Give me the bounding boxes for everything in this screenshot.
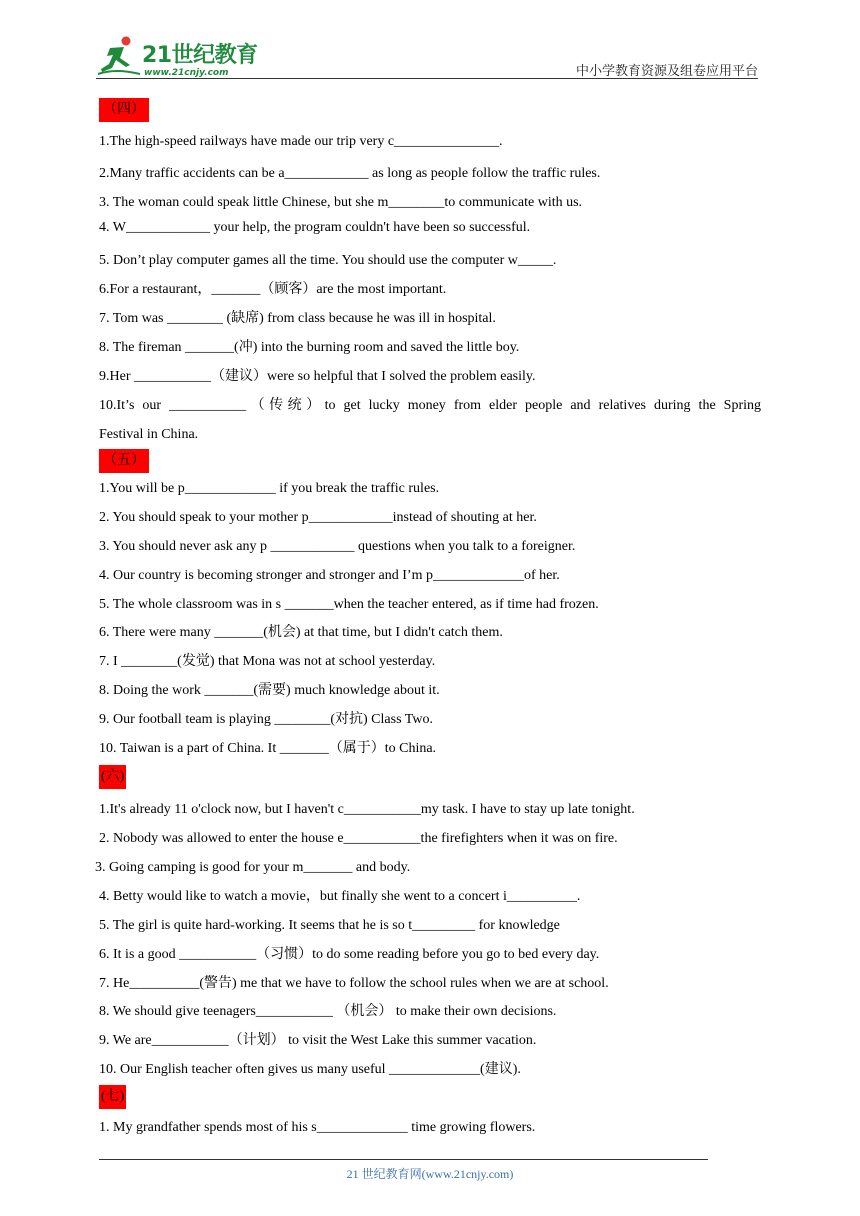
section-label-7: (七) xyxy=(99,1085,126,1109)
question-line: 3. Going camping is good for your m_______ and body. xyxy=(95,860,411,875)
logo-url-text: www.21cnjy.com xyxy=(144,68,229,78)
question-line: 3. You should never ask any p ____________ questions when you talk to a foreigner. xyxy=(99,539,576,554)
page-header xyxy=(96,30,758,80)
question-line: 4. Our country is becoming stronger and stronger and I’m p_____________of her. xyxy=(99,568,560,583)
header-divider xyxy=(96,78,758,79)
header-platform-text: 中小学教育资源及组卷应用平台 xyxy=(575,63,758,78)
logo xyxy=(96,34,296,78)
question-line: 1.The high-speed railways have made our trip very c_______________. xyxy=(99,134,503,149)
question-line: 5. The girl is quite hard-working. It seems that he is so t_________ for knowledge xyxy=(99,918,560,933)
question-line: 4. W____________ your help, the program couldn't have been so successful. xyxy=(99,220,531,235)
question-line: 10. Taiwan is a part of China. It _______（属于）to China. xyxy=(99,741,437,756)
question-line: 4. Betty would like to watch a movie，but finally she went to a concert i__________. xyxy=(99,889,581,904)
question-line: 10.It’s our ___________（传统）to get lucky money from elder people and relatives during the Spring xyxy=(99,398,761,413)
question-line: 5. The whole classroom was in s _______when the teacher entered, as if time had frozen. xyxy=(99,597,599,612)
question-line: 7. Tom was ________ (缺席) from class because he was ill in hospital. xyxy=(99,311,496,326)
runner-logo-icon xyxy=(96,34,142,78)
footer-divider xyxy=(99,1159,708,1160)
question-line: 8. We should give teenagers___________ （机会） to make their own decisions. xyxy=(99,1004,557,1019)
question-line: 1.You will be p_____________ if you break the traffic rules. xyxy=(99,481,440,496)
question-line: 7. I ________(发觉) that Mona was not at school yesterday. xyxy=(99,654,436,669)
question-line: 9. We are___________（计划） to visit the West Lake this summer vacation. xyxy=(99,1033,537,1048)
question-line: 8. Doing the work _______(需要) much knowledge about it. xyxy=(99,683,440,698)
question-line: 2. Nobody was allowed to enter the house e___________the firefighters when it was on fire. xyxy=(99,831,618,846)
question-line: 9. Our football team is playing ________(对抗) Class Two. xyxy=(99,712,433,727)
question-line: 2.Many traffic accidents can be a____________ as long as people follow the traffic rules. xyxy=(99,166,601,181)
section-label-4: （四） xyxy=(99,98,149,122)
question-line: 6. There were many _______(机会) at that time, but I didn't catch them. xyxy=(99,625,503,640)
question-line-continued: Festival in China. xyxy=(99,427,199,442)
question-line: 1. My grandfather spends most of his s_____________ time growing flowers. xyxy=(99,1120,536,1135)
question-line: 8. The fireman _______(冲) into the burning room and saved the little boy. xyxy=(99,340,520,355)
question-line: 10. Our English teacher often gives us many useful _____________(建议). xyxy=(99,1062,521,1077)
question-line: 6. It is a good ___________（习惯）to do some reading before you go to bed every day. xyxy=(99,947,600,962)
question-line: 5. Don’t play computer games all the time. You should use the computer w_____. xyxy=(99,253,557,268)
logo-brand-text: 21世纪教育 xyxy=(142,43,258,68)
question-line: 9.Her ___________（建议）were so helpful that I solved the problem easily. xyxy=(99,369,536,384)
section-label-5: （五） xyxy=(99,449,149,473)
question-line: 2. You should speak to your mother p____________instead of shouting at her. xyxy=(99,510,537,525)
section-label-6: (六) xyxy=(99,765,126,789)
footer-site-text: 21 世纪教育网(www.21cnjy.com) xyxy=(346,1167,514,1181)
question-line: 6.For a restaurant，_______（顾客）are the most important. xyxy=(99,282,447,297)
question-line: 1.It's already 11 o'clock now, but I haven't c___________my task. I have to stay up late tonight. xyxy=(99,802,635,817)
question-line: 3. The woman could speak little Chinese, but she m________to communicate with us. xyxy=(99,195,583,210)
question-line: 7. He__________(警告) me that we have to follow the school rules when we are at school. xyxy=(99,976,609,991)
